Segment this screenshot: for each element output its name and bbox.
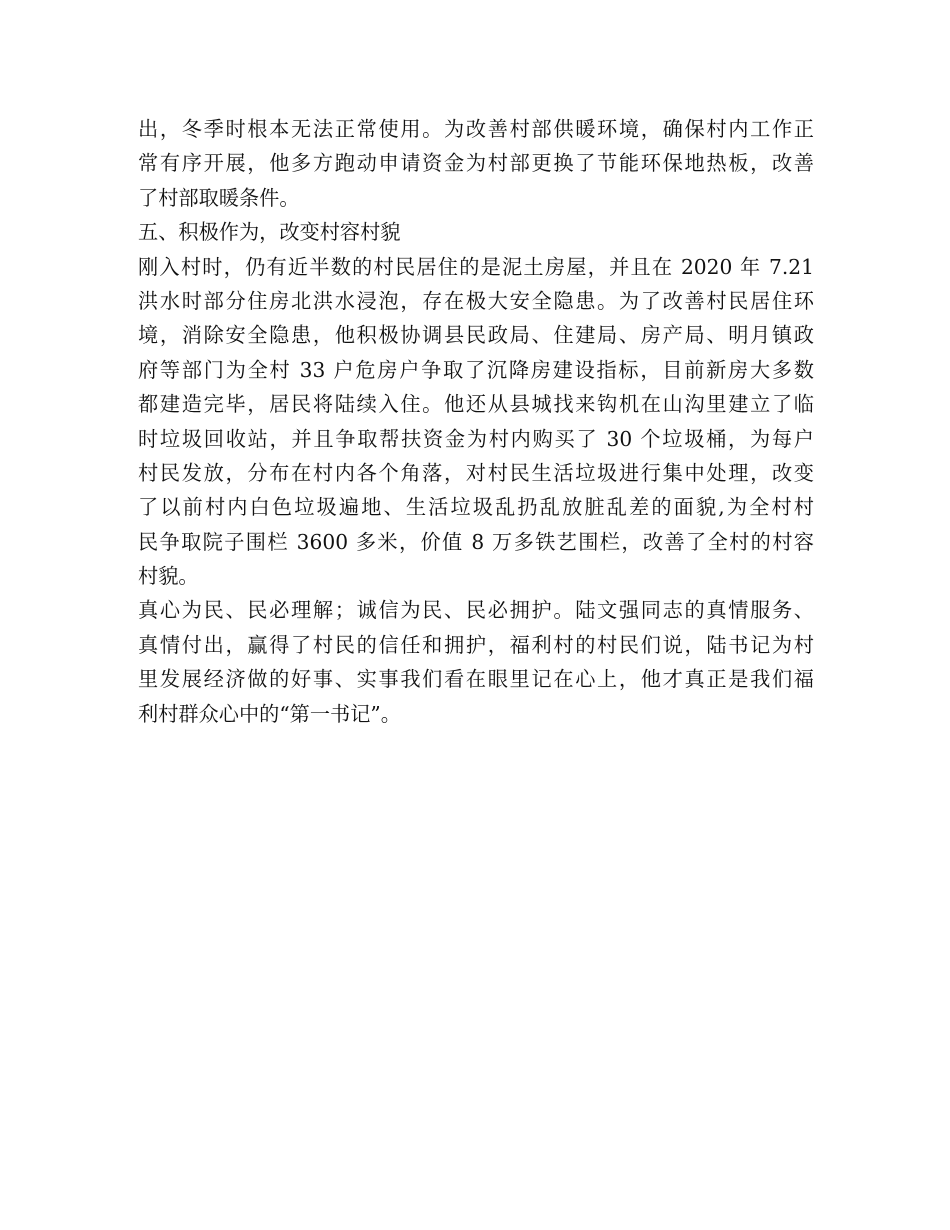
text-line: 出，冬季时根本无法正常使用。为改善村部供暖环境，确保村内工作正: [138, 117, 814, 141]
text-line: 真情付出，赢得了村民的信任和拥护，福利村的村民们说，陆书记为村: [138, 632, 814, 657]
text-line: 利村群众心中的“第一书记”。: [138, 701, 401, 726]
text-line: 时垃圾回收站，并且争取帮扶资金为村内购买了 30 个垃圾桶，为每户: [138, 426, 814, 451]
text-line: 了村部取暖条件。: [138, 185, 300, 210]
text-line: 真心为民、民必理解；诚信为民、民必拥护。陆文强同志的真情服务、: [138, 598, 814, 623]
section-heading: 五、积极作为，改变村容村貌: [138, 220, 401, 245]
document-body: [138, 112, 814, 731]
text-line: 了以前村内白色垃圾遍地、生活垃圾乱扔乱放脏乱差的面貌,为全村村: [138, 495, 814, 520]
text-line: 都建造完毕，居民将陆续入住。他还从县城找来钩机在山沟里建立了临: [138, 392, 814, 417]
text-line: 村貌。: [138, 564, 199, 589]
text-line: 府等部门为全村 33 户危房户争取了沉降房建设指标，目前新房大多数: [138, 357, 814, 382]
text-line: 洪水时部分住房北洪水浸泡，存在极大安全隐患。为了改善村民居住环: [138, 288, 814, 313]
text-line: 刚入村时，仍有近半数的村民居住的是泥土房屋，并且在 2020 年 7.21: [138, 254, 814, 279]
text-line: 村民发放，分布在村内各个角落，对村民生活垃圾进行集中处理，改变: [138, 460, 814, 485]
text-line: 境，消除安全隐患，他积极协调县民政局、住建局、房产局、明月镇政: [138, 323, 814, 348]
text-line: 常有序开展，他多方跑动申请资金为村部更换了节能环保地热板，改善: [138, 151, 814, 176]
text-line: 里发展经济做的好事、实事我们看在眼里记在心上，他才真正是我们福: [138, 667, 814, 692]
text-line: 民争取院子围栏 3600 多米，价值 8 万多铁艺围栏，改善了全村的村容: [138, 529, 814, 554]
